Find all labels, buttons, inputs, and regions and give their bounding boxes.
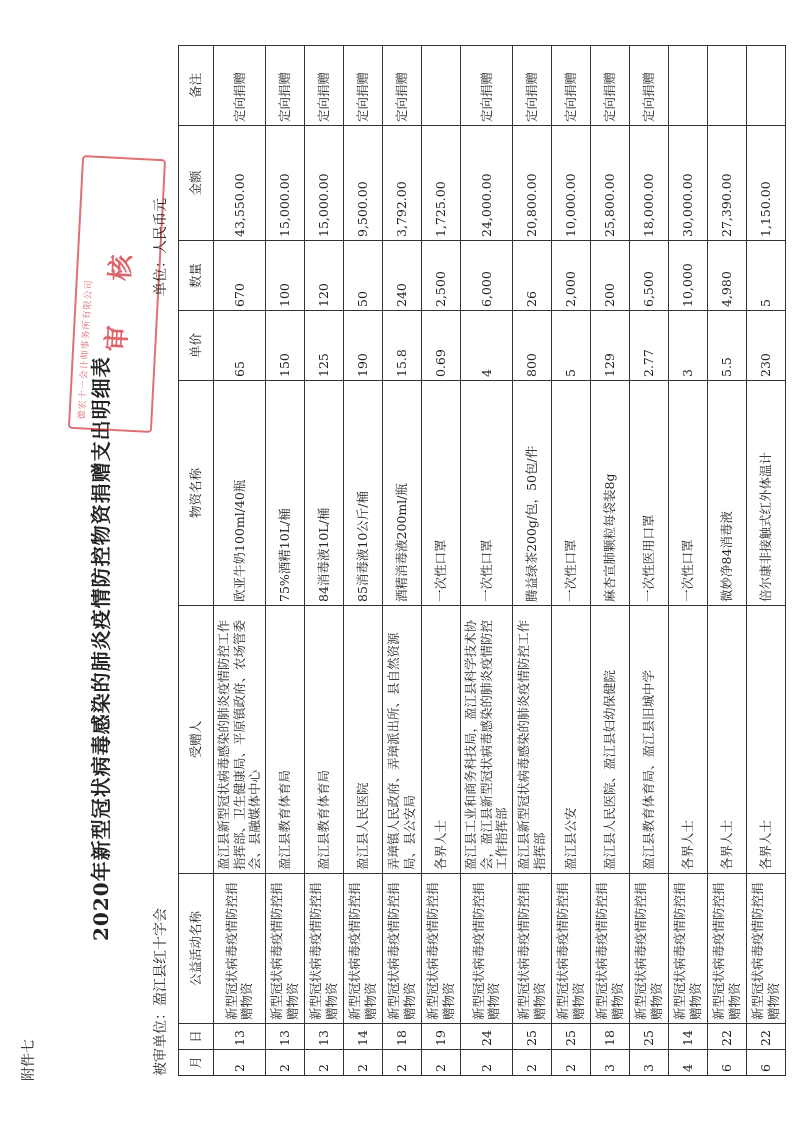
cell-amount: 15,000.00 <box>265 126 304 241</box>
table-row <box>343 46 382 1076</box>
cell-remark: 定向捐赠 <box>304 46 343 126</box>
cell-activity: 新型冠状病毒疫情防控捐赠物资 <box>668 874 707 1024</box>
cell-month: 2 <box>304 1050 343 1076</box>
cell-unit-price: 5.5 <box>707 311 746 381</box>
cell-activity: 新型冠状病毒疫情防控捐赠物资 <box>460 874 512 1024</box>
cell-day: 25 <box>629 1024 668 1050</box>
table-row <box>382 46 421 1076</box>
table-row <box>304 46 343 1076</box>
cell-activity: 新型冠状病毒疫情防控捐赠物资 <box>265 874 304 1024</box>
cell-material: 一次性口罩 <box>460 381 512 606</box>
cell-material: 85消毒液10公斤/桶 <box>343 381 382 606</box>
cell-recipient: 盈江县新型冠状病毒感染的肺炎疫情防控工作指挥部、卫生健康局、平原镇政府、农场管委会、县融媒体中心 <box>214 606 266 874</box>
cell-activity: 新型冠状病毒疫情防控捐赠物资 <box>746 874 785 1024</box>
cell-activity: 新型冠状病毒疫情防控捐赠物资 <box>382 874 421 1024</box>
cell-remark <box>707 46 746 126</box>
cell-remark: 定向捐赠 <box>590 46 629 126</box>
cell-material: 84消毒液10L/桶 <box>304 381 343 606</box>
cell-amount: 20,800.00 <box>512 126 551 241</box>
cell-material: 一次性口罩 <box>551 381 590 606</box>
cell-month: 2 <box>382 1050 421 1076</box>
cell-unit-price: 15.8 <box>382 311 421 381</box>
table-row <box>512 46 551 1076</box>
cell-remark <box>668 46 707 126</box>
cell-material: 一次性口罩 <box>421 381 460 606</box>
cell-unit-price: 65 <box>214 311 266 381</box>
cell-material: 欧亚牛奶100ml/40瓶 <box>214 381 266 606</box>
header-day: 日 <box>179 1024 214 1050</box>
cell-day: 14 <box>668 1024 707 1050</box>
cell-amount: 1,725.00 <box>421 126 460 241</box>
table-row <box>551 46 590 1076</box>
cell-amount: 24,000.00 <box>460 126 512 241</box>
cell-remark <box>746 46 785 126</box>
cell-recipient: 弄璋镇人民政府、弄璋派出所、县自然资源局、县公安局 <box>382 606 421 874</box>
header-amount: 金额 <box>179 126 214 241</box>
cell-remark: 定向捐赠 <box>343 46 382 126</box>
table-row <box>590 46 629 1076</box>
cell-material: 酒精消毒液200ml/瓶 <box>382 381 421 606</box>
header-material: 物资名称 <box>179 381 214 606</box>
cell-remark: 定向捐赠 <box>460 46 512 126</box>
cell-day: 13 <box>265 1024 304 1050</box>
cell-month: 2 <box>551 1050 590 1076</box>
cell-amount: 27,390.00 <box>707 126 746 241</box>
cell-day: 14 <box>343 1024 382 1050</box>
cell-remark: 定向捐赠 <box>382 46 421 126</box>
cell-quantity: 10,000 <box>668 241 707 311</box>
cell-quantity: 120 <box>304 241 343 311</box>
cell-amount: 1,150.00 <box>746 126 785 241</box>
header-unit-price: 单价 <box>179 311 214 381</box>
cell-amount: 15,000.00 <box>304 126 343 241</box>
cell-month: 2 <box>421 1050 460 1076</box>
cell-unit-price: 150 <box>265 311 304 381</box>
cell-quantity: 2,500 <box>421 241 460 311</box>
cell-amount: 43,550.00 <box>214 126 266 241</box>
cell-day: 22 <box>707 1024 746 1050</box>
header-month: 月 <box>179 1050 214 1076</box>
cell-quantity: 50 <box>343 241 382 311</box>
cell-unit-price: 2.77 <box>629 311 668 381</box>
cell-amount: 30,000.00 <box>668 126 707 241</box>
cell-recipient: 盈江县新型冠状病毒感染的肺炎疫情防控工作指挥部 <box>512 606 551 874</box>
cell-unit-price: 4 <box>460 311 512 381</box>
currency-unit-label: 单位：人民币元 <box>153 198 169 296</box>
cell-recipient: 盈江县公安 <box>551 606 590 874</box>
cell-day: 25 <box>551 1024 590 1050</box>
cell-activity: 新型冠状病毒疫情防控捐赠物资 <box>421 874 460 1024</box>
cell-month: 2 <box>265 1050 304 1076</box>
cell-activity: 新型冠状病毒疫情防控捐赠物资 <box>707 874 746 1024</box>
table-row <box>629 46 668 1076</box>
cell-recipient: 盈江县人民医院、盈江县妇幼保健院 <box>590 606 629 874</box>
cell-recipient: 盈江县教育体育局 <box>265 606 304 874</box>
cell-month: 2 <box>214 1050 266 1076</box>
cell-month: 3 <box>590 1050 629 1076</box>
cell-unit-price: 5 <box>551 311 590 381</box>
cell-activity: 新型冠状病毒疫情防控捐赠物资 <box>304 874 343 1024</box>
cell-quantity: 6,500 <box>629 241 668 311</box>
cell-quantity: 100 <box>265 241 304 311</box>
cell-material: 倍尔康非接触式红外体温计 <box>746 381 785 606</box>
cell-remark: 定向捐赠 <box>512 46 551 126</box>
cell-quantity: 2,000 <box>551 241 590 311</box>
cell-material: 75%酒精10L/桶 <box>265 381 304 606</box>
cell-recipient: 各界人士 <box>421 606 460 874</box>
cell-day: 13 <box>304 1024 343 1050</box>
table-row <box>460 46 512 1076</box>
audited-unit-label: 被审单位：盈江县红十字会 <box>153 908 169 1076</box>
cell-quantity: 4,980 <box>707 241 746 311</box>
attachment-label: 附件七 <box>21 1039 37 1081</box>
cell-day: 18 <box>590 1024 629 1050</box>
cell-activity: 新型冠状病毒疫情防控捐赠物资 <box>214 874 266 1024</box>
header-quantity: 数量 <box>179 241 214 311</box>
cell-activity: 新型冠状病毒疫情防控捐赠物资 <box>590 874 629 1024</box>
table-header-row <box>179 46 214 1076</box>
cell-day: 24 <box>460 1024 512 1050</box>
cell-amount: 18,000.00 <box>629 126 668 241</box>
cell-quantity: 240 <box>382 241 421 311</box>
cell-unit-price: 800 <box>512 311 551 381</box>
page-title: 2020年新型冠状病毒感染的肺炎疫情防控物资捐赠支出明细表 <box>89 356 113 941</box>
cell-quantity: 5 <box>746 241 785 311</box>
header-activity: 公益活动名称 <box>179 874 214 1024</box>
stamp-sub-text: 德宏十一会计师事务所有限公司 <box>77 279 95 420</box>
cell-month: 2 <box>512 1050 551 1076</box>
cell-remark: 定向捐赠 <box>629 46 668 126</box>
cell-amount: 10,000.00 <box>551 126 590 241</box>
cell-material: 麻杏宣肺颗粒每袋装8g <box>590 381 629 606</box>
cell-material: 一次性医用口罩 <box>629 381 668 606</box>
cell-unit-price: 0.69 <box>421 311 460 381</box>
cell-day: 18 <box>382 1024 421 1050</box>
cell-month: 2 <box>343 1050 382 1076</box>
stamp-main-text: 审 核 <box>101 235 138 353</box>
cell-month: 6 <box>707 1050 746 1076</box>
cell-remark: 定向捐赠 <box>551 46 590 126</box>
cell-month: 2 <box>460 1050 512 1076</box>
cell-recipient: 盈江县教育体育局 <box>304 606 343 874</box>
cell-recipient: 盈江县人民医院 <box>343 606 382 874</box>
cell-remark <box>421 46 460 126</box>
cell-recipient: 各界人士 <box>707 606 746 874</box>
cell-remark: 定向捐赠 <box>214 46 266 126</box>
cell-activity: 新型冠状病毒疫情防控捐赠物资 <box>512 874 551 1024</box>
donation-table <box>178 45 786 1076</box>
table-row <box>214 46 266 1076</box>
cell-day: 22 <box>746 1024 785 1050</box>
cell-material: 腾益绿茶200g/包，50包/件 <box>512 381 551 606</box>
table-row <box>707 46 746 1076</box>
table-row <box>746 46 785 1076</box>
cell-activity: 新型冠状病毒疫情防控捐赠物资 <box>343 874 382 1024</box>
cell-day: 19 <box>421 1024 460 1050</box>
cell-unit-price: 3 <box>668 311 707 381</box>
cell-recipient: 各界人士 <box>668 606 707 874</box>
table-row <box>668 46 707 1076</box>
cell-activity: 新型冠状病毒疫情防控捐赠物资 <box>551 874 590 1024</box>
header-remark: 备注 <box>179 46 214 126</box>
cell-amount: 3,792.00 <box>382 126 421 241</box>
cell-month: 6 <box>746 1050 785 1076</box>
cell-amount: 9,500.00 <box>343 126 382 241</box>
cell-unit-price: 125 <box>304 311 343 381</box>
cell-material: 微妙净84消毒液 <box>707 381 746 606</box>
cell-quantity: 6,000 <box>460 241 512 311</box>
cell-unit-price: 230 <box>746 311 785 381</box>
cell-recipient: 各界人士 <box>746 606 785 874</box>
cell-quantity: 26 <box>512 241 551 311</box>
cell-activity: 新型冠状病毒疫情防控捐赠物资 <box>629 874 668 1024</box>
cell-material: 一次性口罩 <box>668 381 707 606</box>
cell-recipient: 盈江县教育体育局、盈江县旧城中学 <box>629 606 668 874</box>
header-recipient: 受赠人 <box>179 606 214 874</box>
cell-month: 4 <box>668 1050 707 1076</box>
cell-recipient: 盈江县工业和商务科技局，盈江县科学技术协会，盈江县新型冠状病毒感染的肺炎疫情防控工作指挥部 <box>460 606 512 874</box>
cell-unit-price: 129 <box>590 311 629 381</box>
cell-day: 13 <box>214 1024 266 1050</box>
table-row <box>265 46 304 1076</box>
table-row <box>421 46 460 1076</box>
cell-unit-price: 190 <box>343 311 382 381</box>
cell-day: 25 <box>512 1024 551 1050</box>
cell-remark: 定向捐赠 <box>265 46 304 126</box>
cell-amount: 25,800.00 <box>590 126 629 241</box>
cell-quantity: 670 <box>214 241 266 311</box>
cell-quantity: 200 <box>590 241 629 311</box>
cell-month: 3 <box>629 1050 668 1076</box>
